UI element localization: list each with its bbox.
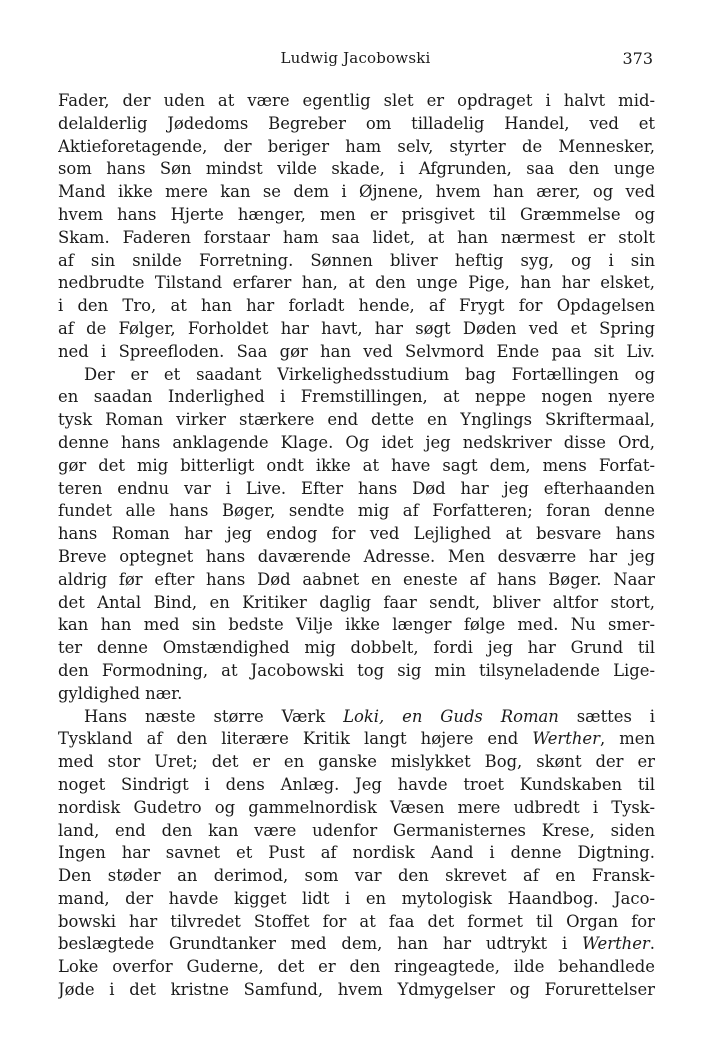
text-line: nedbrudte Tilstand erfarer han, at den unge Pige, han har elsket, bbox=[58, 273, 655, 293]
text-line: hans Roman har jeg endog for ved Lejlighed at besvare hans bbox=[58, 524, 655, 544]
text-line: tysk Roman virker stærkere end dette en Ynglings Skriftermaal, bbox=[58, 410, 655, 430]
text-segment: Tyskland af den literære Kritik langt højere end bbox=[58, 729, 533, 749]
text-segment: beslægtede Grundtanker med dem, han har udtrykt i bbox=[58, 934, 583, 954]
text-line: noget Sindrigt i dens Anlæg. Jeg havde troet Kundskaben til bbox=[58, 774, 655, 794]
text-line: den Formodning, at Jacobowski tog sig min tilsyneladende Lige- bbox=[58, 660, 655, 680]
text-line: Den støder an derimod, som var den skrevet af en Fransk- bbox=[58, 866, 655, 886]
text-line: ter denne Omstændighed mig dobbelt, fordi jeg har Grund til bbox=[58, 638, 655, 658]
text-line: mand, der havde kigget lidt i en mytologisk Haandbog. Jaco- bbox=[58, 888, 655, 908]
text-line: gyldighed nær. bbox=[58, 683, 183, 703]
text-line: kan han med sin bedste Vilje ikke længer følge med. Nu smer- bbox=[58, 615, 655, 635]
text-line: en saadan Inderlighed i Fremstillingen, at neppe nogen nyere bbox=[58, 387, 655, 407]
text-line: Skam. Faderen forstaar ham saa lidet, at han nærmest er stolt bbox=[58, 227, 655, 247]
text-line: teren endnu var i Live. Efter hans Død har jeg efterhaanden bbox=[58, 478, 655, 498]
text-line: i den Tro, at han har forladt hende, af Frygt for Opdagelsen bbox=[58, 296, 655, 316]
text-line: af de Følger, Forholdet har havt, har søgt Døden ved et Spring bbox=[58, 318, 655, 338]
text-line: fundet alle hans Bøger, sendte mig af Forfatteren; foran denne bbox=[58, 501, 655, 521]
text-line: delalderlig Jødedoms Begreber om tilladelig Handel, ved et bbox=[58, 113, 655, 133]
italic-title: Werther bbox=[532, 729, 600, 749]
text-line: bowski har tilvredet Stoffet for at faa det formet til Organ for bbox=[58, 911, 655, 931]
italic-title: Werther bbox=[582, 934, 650, 954]
page-number: 373 bbox=[622, 49, 653, 68]
text-line: det Antal Bind, en Kritiker daglig faar sendt, bliver altfor stort, bbox=[58, 592, 655, 612]
text-line: Loke overfor Guderne, det er den ringeagtede, ilde behandlede bbox=[58, 957, 655, 977]
text-line bbox=[58, 728, 655, 751]
text-line: som hans Søn mindst vilde skade, i Afgrunden, saa den unge bbox=[58, 159, 655, 179]
text-segment: . bbox=[649, 934, 655, 954]
running-title: Ludwig Jacobowski bbox=[280, 49, 431, 67]
text-segment: sættes i bbox=[558, 706, 655, 726]
text-line: Mand ikke mere kan se dem i Øjnene, hvem han ærer, og ved bbox=[58, 182, 655, 202]
text-line bbox=[58, 706, 655, 729]
italic-title: Loki, en Guds Roman bbox=[343, 706, 559, 726]
page-header bbox=[58, 49, 653, 73]
text-line: denne hans anklagende Klage. Og idet jeg nedskriver disse Ord, bbox=[58, 432, 655, 452]
text-line: af sin snilde Forretning. Sønnen bliver heftig syg, og i sin bbox=[58, 250, 655, 270]
text-line: land, end den kan være udenfor Germanisternes Krese, siden bbox=[58, 820, 655, 840]
text-line: Breve optegnet hans daværende Adresse. Men desværre har jeg bbox=[58, 546, 655, 566]
text-line: ned i Spreefloden. Saa gør han ved Selvmord Ende paa sit Liv. bbox=[58, 341, 655, 361]
text-segment: Hans næste større Værk bbox=[84, 706, 344, 726]
text-line: Der er et saadant Virkelighedsstudium bag Fortællingen og bbox=[84, 364, 655, 384]
text-line bbox=[58, 933, 655, 956]
text-line: med stor Uret; det er en ganske mislykket Bog, skønt der er bbox=[58, 752, 655, 772]
text-line: Aktieforetagende, der beriger ham selv, styrter de Mennesker, bbox=[58, 136, 655, 156]
text-line: Jøde i det kristne Samfund, hvem Ydmygelser og Forurettelser bbox=[58, 980, 655, 1000]
body-text bbox=[58, 90, 655, 1002]
text-segment: , men bbox=[599, 729, 655, 749]
text-line: Fader, der uden at være egentlig slet er opdraget i halvt mid- bbox=[58, 91, 655, 110]
text-line: hvem hans Hjerte hænger, men er prisgivet til Græmmelse og bbox=[58, 204, 655, 224]
text-line: nordisk Gudetro og gammelnordisk Væsen mere udbredt i Tysk- bbox=[58, 797, 655, 817]
text-line: Ingen har savnet et Pust af nordisk Aand i denne Digtning. bbox=[58, 843, 655, 863]
text-line: gør det mig bitterligt ondt ikke at have sagt dem, mens Forfat- bbox=[58, 455, 655, 475]
text-line: aldrig før efter hans Død aabnet en eneste af hans Bøger. Naar bbox=[58, 569, 655, 589]
